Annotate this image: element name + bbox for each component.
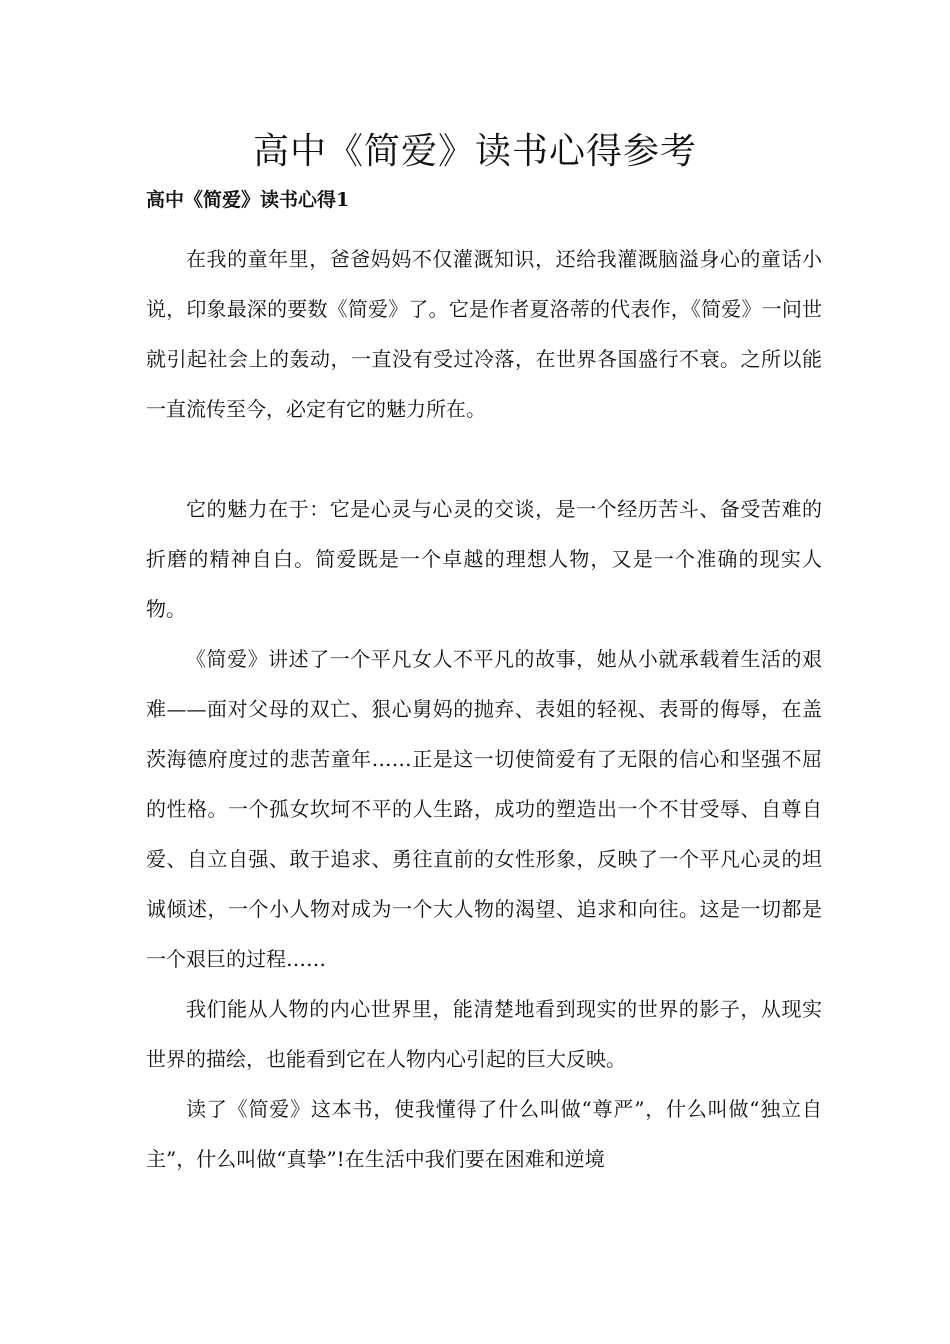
- document-body: [146, 234, 822, 1184]
- section-heading: 高中《简爱》读书心得1: [146, 189, 350, 211]
- paragraph: 它的魅力在于：它是心灵与心灵的交谈，是一个经历苦斗、备受苦难的折磨的精神自白。简爱既是一个卓越的理想人物，又是一个准确的现实人物。: [146, 497, 822, 621]
- document-title: 高中《简爱》读书心得参考: [252, 131, 697, 172]
- paragraph-spacer: [146, 434, 822, 484]
- paragraph: 在我的童年里，爸爸妈妈不仅灌溉知识，还给我灌溉脑溢身心的童话小说，印象最深的要数《简爱》了。它是作者夏洛蒂的代表作，《简爱》一问世就引起社会上的轰动，一直没有受过冷落，在世界各国盛行不衰。之所以能一直流传至今，必定有它的魅力所在。: [146, 247, 822, 421]
- paragraph: 我们能从人物的内心世界里，能清楚地看到现实的世界的影子，从现实世界的描绘，也能看到它在人物内心引起的巨大反映。: [146, 997, 822, 1071]
- paragraph: 《简爱》讲述了一个平凡女人不平凡的故事，她从小就承载着生活的艰难——面对父母的双亡、狠心舅妈的抛弃、表姐的轻视、表哥的侮辱，在盖茨海德府度过的悲苦童年……正是这一切使简爱有了无限的信心和坚强不屈的性格。一个孤女坎坷不平的人生路，成功的塑造出一个不甘受辱、自尊自爱、自立自强、敢于追求、勇往直前的女性形象，反映了一个平凡心灵的坦诚倾述，一个小人物对成为一个大人物的渴望、追求和向往。这是一切都是一个艰巨的过程……: [146, 647, 822, 971]
- paragraph: 读了《简爱》这本书，使我懂得了什么叫做“尊严”，什么叫做“独立自主”，什么叫做“真挚”!在生活中我们要在困难和逆境: [146, 1097, 822, 1171]
